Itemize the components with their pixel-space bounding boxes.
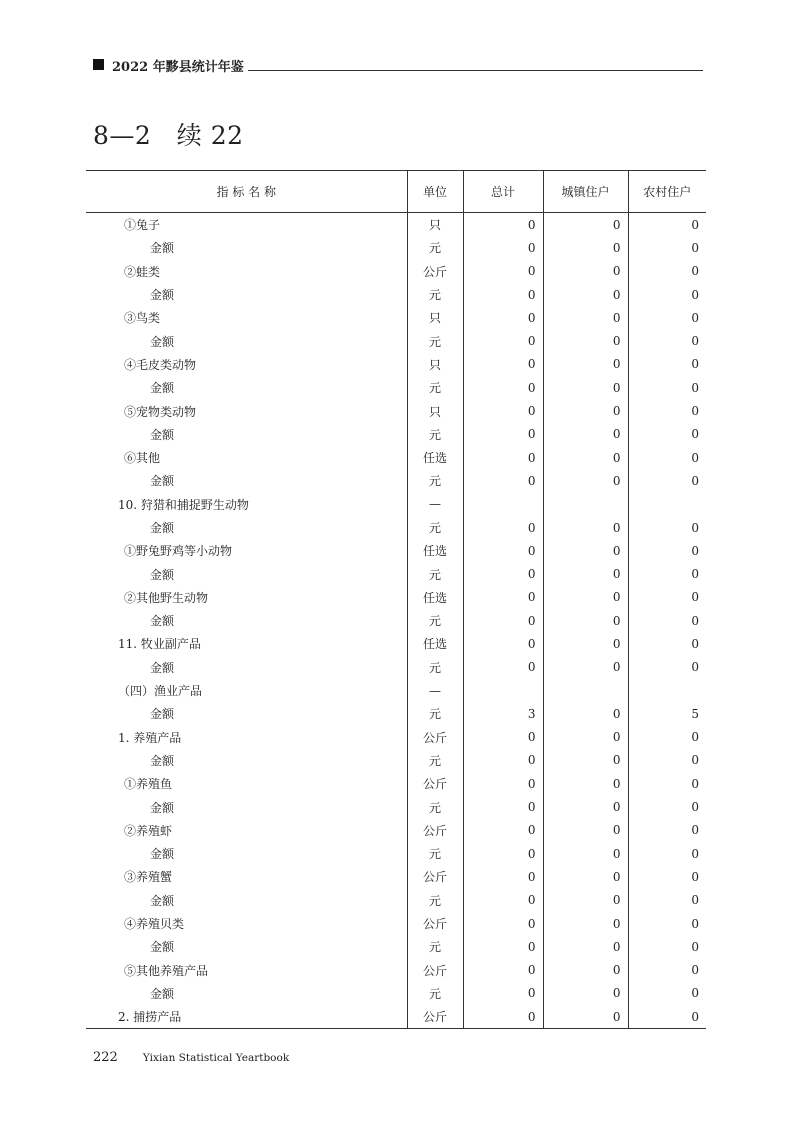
- rural-cell: 0: [628, 749, 706, 772]
- urban-cell: 0: [543, 446, 628, 469]
- total-cell: 0: [463, 236, 543, 259]
- table-row: [86, 889, 706, 912]
- header-square-icon: [93, 59, 104, 70]
- unit-cell: 公斤: [407, 865, 463, 888]
- total-cell: 0: [463, 213, 543, 237]
- unit-cell: 元: [407, 795, 463, 818]
- indicator-name-cell: ①兔子: [124, 218, 161, 233]
- rural-cell: 0: [628, 982, 706, 1005]
- rural-cell: 0: [628, 353, 706, 376]
- rural-cell: 0: [628, 260, 706, 283]
- table-row: [86, 539, 706, 562]
- total-cell: 0: [463, 842, 543, 865]
- table-row: [86, 656, 706, 679]
- total-cell: 0: [463, 795, 543, 818]
- indicator-name-cell: 金额: [150, 614, 175, 629]
- unit-cell: —: [407, 493, 463, 516]
- unit-cell: 元: [407, 283, 463, 306]
- header-urban-households: 城镇住户: [543, 171, 628, 213]
- unit-cell: 公斤: [407, 819, 463, 842]
- rural-cell: 0: [628, 1005, 706, 1028]
- table-row: [86, 469, 706, 492]
- unit-cell: 任选: [407, 586, 463, 609]
- urban-cell: 0: [543, 912, 628, 935]
- indicator-name-cell: 金额: [150, 940, 175, 955]
- unit-cell: 公斤: [407, 726, 463, 749]
- indicator-name-cell: 2. 捕捞产品: [118, 1010, 182, 1025]
- urban-cell: 0: [543, 959, 628, 982]
- indicator-name-cell: ②蛙类: [124, 264, 161, 279]
- unit-cell: 任选: [407, 446, 463, 469]
- table-row: [86, 493, 706, 516]
- indicator-name-cell: ⑤其他养殖产品: [124, 963, 209, 978]
- urban-cell: 0: [543, 329, 628, 352]
- indicator-name-cell: （四）渔业产品: [118, 684, 203, 699]
- total-cell: 0: [463, 609, 543, 632]
- unit-cell: 任选: [407, 539, 463, 562]
- total-cell: [463, 679, 543, 702]
- table-row: [86, 935, 706, 958]
- total-cell: 0: [463, 423, 543, 446]
- urban-cell: 0: [543, 376, 628, 399]
- total-cell: 0: [463, 516, 543, 539]
- rural-cell: 0: [628, 283, 706, 306]
- indicator-name-cell: 金额: [150, 753, 175, 768]
- urban-cell: 0: [543, 399, 628, 422]
- rural-cell: [628, 679, 706, 702]
- page-footer: [93, 1046, 289, 1065]
- urban-cell: 0: [543, 260, 628, 283]
- rural-cell: 0: [628, 772, 706, 795]
- unit-cell: —: [407, 679, 463, 702]
- total-cell: 0: [463, 539, 543, 562]
- unit-cell: 元: [407, 423, 463, 446]
- total-cell: 0: [463, 469, 543, 492]
- urban-cell: 0: [543, 889, 628, 912]
- total-cell: 0: [463, 586, 543, 609]
- table-row: [86, 749, 706, 772]
- unit-cell: 只: [407, 213, 463, 237]
- unit-cell: 元: [407, 562, 463, 585]
- table-header-row: [86, 171, 706, 213]
- urban-cell: 0: [543, 935, 628, 958]
- urban-cell: 0: [543, 656, 628, 679]
- unit-cell: 公斤: [407, 959, 463, 982]
- unit-cell: 只: [407, 399, 463, 422]
- header-unit: 单位: [407, 171, 463, 213]
- header-total: 总计: [463, 171, 543, 213]
- rural-cell: 0: [628, 423, 706, 446]
- indicator-name-cell: 11. 牧业副产品: [118, 637, 201, 652]
- table-row: [86, 1005, 706, 1028]
- urban-cell: 0: [543, 982, 628, 1005]
- table-row: [86, 213, 706, 237]
- unit-cell: 公斤: [407, 912, 463, 935]
- indicator-name-cell: 金额: [150, 241, 175, 256]
- total-cell: 0: [463, 446, 543, 469]
- total-cell: 0: [463, 935, 543, 958]
- total-cell: 0: [463, 260, 543, 283]
- unit-cell: 元: [407, 982, 463, 1005]
- header-rule: [248, 70, 703, 71]
- rural-cell: 0: [628, 632, 706, 655]
- urban-cell: 0: [543, 213, 628, 237]
- table-row: [86, 959, 706, 982]
- urban-cell: [543, 679, 628, 702]
- indicator-name-cell: 金额: [150, 427, 175, 442]
- total-cell: 0: [463, 632, 543, 655]
- unit-cell: 元: [407, 469, 463, 492]
- urban-cell: [543, 493, 628, 516]
- table-row: [86, 772, 706, 795]
- rural-cell: 0: [628, 376, 706, 399]
- urban-cell: 0: [543, 516, 628, 539]
- indicator-name-cell: ④养殖贝类: [124, 917, 185, 932]
- total-cell: 0: [463, 1005, 543, 1028]
- rural-cell: 0: [628, 586, 706, 609]
- rural-cell: 0: [628, 399, 706, 422]
- indicator-name-cell: ④毛皮类动物: [124, 357, 197, 372]
- indicator-name-cell: ②其他野生动物: [124, 590, 209, 605]
- table-row: [86, 423, 706, 446]
- rural-cell: 0: [628, 306, 706, 329]
- indicator-name-cell: 金额: [150, 381, 175, 396]
- unit-cell: 只: [407, 306, 463, 329]
- indicator-name-cell: ①野兔野鸡等小动物: [124, 544, 233, 559]
- table-row: [86, 982, 706, 1005]
- table-title: 8—2 续 22: [93, 121, 244, 150]
- unit-cell: 元: [407, 376, 463, 399]
- indicator-name-cell: 金额: [150, 800, 175, 815]
- table-row: [86, 329, 706, 352]
- unit-cell: 元: [407, 889, 463, 912]
- urban-cell: 0: [543, 1005, 628, 1028]
- unit-cell: 元: [407, 609, 463, 632]
- table-row: [86, 726, 706, 749]
- unit-cell: 元: [407, 516, 463, 539]
- total-cell: [463, 493, 543, 516]
- rural-cell: 0: [628, 469, 706, 492]
- unit-cell: 元: [407, 329, 463, 352]
- indicator-name-cell: ③鸟类: [124, 311, 161, 326]
- rural-cell: 0: [628, 562, 706, 585]
- total-cell: 0: [463, 912, 543, 935]
- table-row: [86, 842, 706, 865]
- table-row: [86, 283, 706, 306]
- header-indicator-name: 指 标 名 称: [86, 171, 407, 213]
- total-cell: 0: [463, 656, 543, 679]
- urban-cell: 0: [543, 702, 628, 725]
- urban-cell: 0: [543, 469, 628, 492]
- indicator-name-cell: ②养殖虾: [124, 823, 173, 838]
- total-cell: 0: [463, 353, 543, 376]
- total-cell: 0: [463, 399, 543, 422]
- urban-cell: 0: [543, 819, 628, 842]
- urban-cell: 0: [543, 795, 628, 818]
- urban-cell: 0: [543, 586, 628, 609]
- indicator-name-cell: ⑤宠物类动物: [124, 404, 197, 419]
- total-cell: 0: [463, 726, 543, 749]
- rural-cell: 0: [628, 795, 706, 818]
- total-cell: 0: [463, 749, 543, 772]
- urban-cell: 0: [543, 609, 628, 632]
- indicator-name-cell: 金额: [150, 474, 175, 489]
- urban-cell: 0: [543, 632, 628, 655]
- urban-cell: 0: [543, 283, 628, 306]
- rural-cell: 0: [628, 912, 706, 935]
- rural-cell: 0: [628, 656, 706, 679]
- unit-cell: 公斤: [407, 1005, 463, 1028]
- indicator-name-cell: 金额: [150, 986, 175, 1001]
- urban-cell: 0: [543, 539, 628, 562]
- table-row: [86, 353, 706, 376]
- unit-cell: 只: [407, 353, 463, 376]
- rural-cell: 0: [628, 539, 706, 562]
- indicator-name-cell: ⑥其他: [124, 451, 161, 466]
- indicator-name-cell: 金额: [150, 847, 175, 862]
- total-cell: 0: [463, 306, 543, 329]
- indicator-name-cell: ③养殖蟹: [124, 870, 173, 885]
- table-row: [86, 865, 706, 888]
- indicator-name-cell: 金额: [150, 521, 175, 535]
- table-row: [86, 679, 706, 702]
- table-row: [86, 912, 706, 935]
- urban-cell: 0: [543, 306, 628, 329]
- indicator-name-cell: ①养殖鱼: [124, 777, 173, 792]
- table-row: [86, 236, 706, 259]
- table-row: [86, 306, 706, 329]
- rural-cell: 0: [628, 865, 706, 888]
- rural-cell: 0: [628, 842, 706, 865]
- urban-cell: 0: [543, 749, 628, 772]
- book-title: Yixian Statistical Yeartbook: [142, 1052, 290, 1064]
- indicator-name-cell: 金额: [150, 334, 175, 349]
- rural-cell: 0: [628, 609, 706, 632]
- urban-cell: 0: [543, 865, 628, 888]
- table-row: [86, 586, 706, 609]
- table-row: [86, 516, 706, 539]
- table-row: [86, 795, 706, 818]
- total-cell: 0: [463, 959, 543, 982]
- indicator-name-cell: 金额: [150, 707, 175, 722]
- unit-cell: 元: [407, 236, 463, 259]
- total-cell: 0: [463, 329, 543, 352]
- header-rural-households: 农村住户: [628, 171, 706, 213]
- table-row: [86, 399, 706, 422]
- rural-cell: 0: [628, 446, 706, 469]
- rural-cell: 0: [628, 935, 706, 958]
- rural-cell: 0: [628, 516, 706, 539]
- unit-cell: 任选: [407, 632, 463, 655]
- table-row: [86, 562, 706, 585]
- urban-cell: 0: [543, 842, 628, 865]
- rural-cell: 0: [628, 819, 706, 842]
- table-row: [86, 376, 706, 399]
- unit-cell: 元: [407, 702, 463, 725]
- indicator-name-cell: 1. 养殖产品: [118, 730, 182, 745]
- urban-cell: 0: [543, 353, 628, 376]
- total-cell: 0: [463, 283, 543, 306]
- header-title: 2022 年黟县统计年鉴: [112, 60, 244, 75]
- total-cell: 3: [463, 702, 543, 725]
- rural-cell: 0: [628, 213, 706, 237]
- unit-cell: 公斤: [407, 772, 463, 795]
- total-cell: 0: [463, 772, 543, 795]
- total-cell: 0: [463, 865, 543, 888]
- running-header: [93, 56, 703, 76]
- unit-cell: 元: [407, 935, 463, 958]
- indicator-name-cell: 金额: [150, 288, 175, 303]
- total-cell: 0: [463, 562, 543, 585]
- indicator-name-cell: 10. 狩猎和捕捉野生动物: [118, 497, 249, 512]
- table-row: [86, 260, 706, 283]
- unit-cell: 元: [407, 656, 463, 679]
- total-cell: 0: [463, 376, 543, 399]
- unit-cell: 公斤: [407, 260, 463, 283]
- table-row: [86, 632, 706, 655]
- statistics-table: [86, 170, 706, 1029]
- indicator-name-cell: 金额: [150, 893, 175, 908]
- table-row: [86, 702, 706, 725]
- table-row: [86, 446, 706, 469]
- rural-cell: 0: [628, 329, 706, 352]
- urban-cell: 0: [543, 772, 628, 795]
- table-row: [86, 609, 706, 632]
- urban-cell: 0: [543, 236, 628, 259]
- rural-cell: 0: [628, 726, 706, 749]
- rural-cell: 5: [628, 702, 706, 725]
- total-cell: 0: [463, 982, 543, 1005]
- rural-cell: [628, 493, 706, 516]
- indicator-name-cell: 金额: [150, 660, 175, 675]
- urban-cell: 0: [543, 726, 628, 749]
- urban-cell: 0: [543, 423, 628, 446]
- table-body: [86, 213, 706, 1029]
- rural-cell: 0: [628, 236, 706, 259]
- urban-cell: 0: [543, 562, 628, 585]
- total-cell: 0: [463, 819, 543, 842]
- rural-cell: 0: [628, 889, 706, 912]
- unit-cell: 元: [407, 842, 463, 865]
- total-cell: 0: [463, 889, 543, 912]
- indicator-name-cell: 金额: [150, 567, 175, 582]
- rural-cell: 0: [628, 959, 706, 982]
- page-number: 222: [93, 1050, 118, 1065]
- table-row: [86, 819, 706, 842]
- unit-cell: 元: [407, 749, 463, 772]
